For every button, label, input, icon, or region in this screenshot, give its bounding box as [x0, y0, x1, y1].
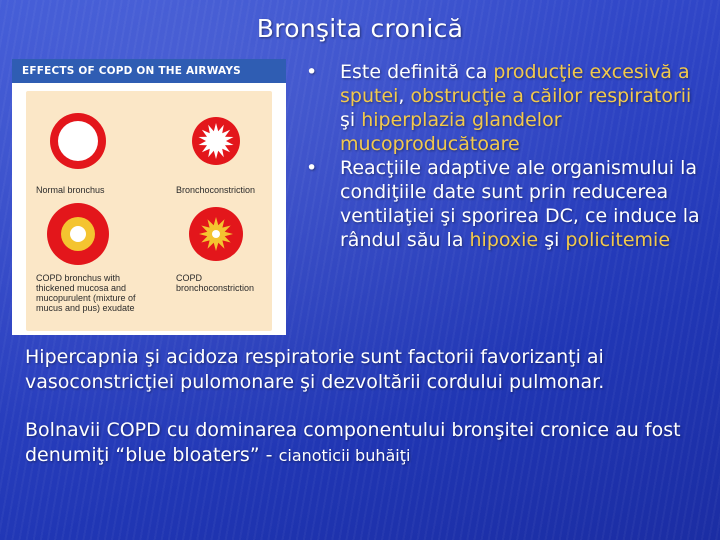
text-segment: şi: [538, 229, 566, 251]
highlight-segment: producţie excesivă a sputei: [340, 61, 690, 107]
paragraph-hypercapnia: Hipercapnia şi acidoza respiratorie sunt factorii favorizanţi ai vasoconstricţiei pulomonare şi dezvoltării cordului pulmonar.: [25, 346, 605, 393]
label-normal-bronchus: Normal bronchus: [36, 185, 105, 195]
copd-bronchus-illustration: [47, 203, 109, 265]
normal-bronchus-illustration: [50, 113, 106, 169]
highlight-segment: obstrucţie a căilor respiratorii: [410, 85, 692, 107]
bullet-text-2: [340, 157, 700, 251]
text-segment: ,: [398, 85, 411, 107]
paragraph-small-text: cianoticii buhăiţi: [278, 446, 411, 465]
bullet-item: [300, 156, 710, 252]
figure-panel: [26, 91, 272, 331]
label-copd-bronchus: COPD bronchus with thickened mucosa and mucopurulent (mixture of mucus and pus) exudate: [36, 273, 136, 313]
label-bronchoconstriction: Bronchoconstriction: [176, 185, 256, 195]
bronchoconstriction-illustration: [192, 117, 240, 165]
bullet-dot-icon: •: [306, 61, 318, 83]
bullet-list: [300, 60, 710, 252]
text-segment: Este definită ca: [340, 61, 494, 83]
figure-header: EFFECTS OF COPD ON THE AIRWAYS: [12, 59, 286, 83]
highlight-segment: policitemie: [565, 229, 671, 251]
label-copd-bronchoconstriction: COPD bronchoconstriction: [176, 273, 255, 293]
highlight-segment: hiperplazia glandelor mucoproducătoare: [340, 109, 562, 155]
paragraph-main-text: Bolnavii COPD cu dominarea componentului bronşitei cronice au fost denumiţi “blue bloaters” -: [25, 419, 681, 466]
bullet-dot-icon: •: [306, 157, 318, 179]
text-segment: şi: [340, 109, 362, 131]
bullet-item: [300, 60, 710, 156]
copd-airways-figure: [12, 59, 286, 335]
highlight-segment: hipoxie: [469, 229, 539, 251]
paragraph-blue-bloaters: [25, 418, 705, 468]
text-segment: Reacţiile adaptive ale organismului la condiţiile date sunt prin reducerea ventilaţiei şi sporirea DC, ce induce la rândul său la: [340, 157, 700, 251]
slide-title: Bronşita cronică: [256, 14, 464, 43]
copd-bronchoconstriction-illustration: [189, 207, 243, 261]
bullet-text-1: [340, 61, 691, 155]
